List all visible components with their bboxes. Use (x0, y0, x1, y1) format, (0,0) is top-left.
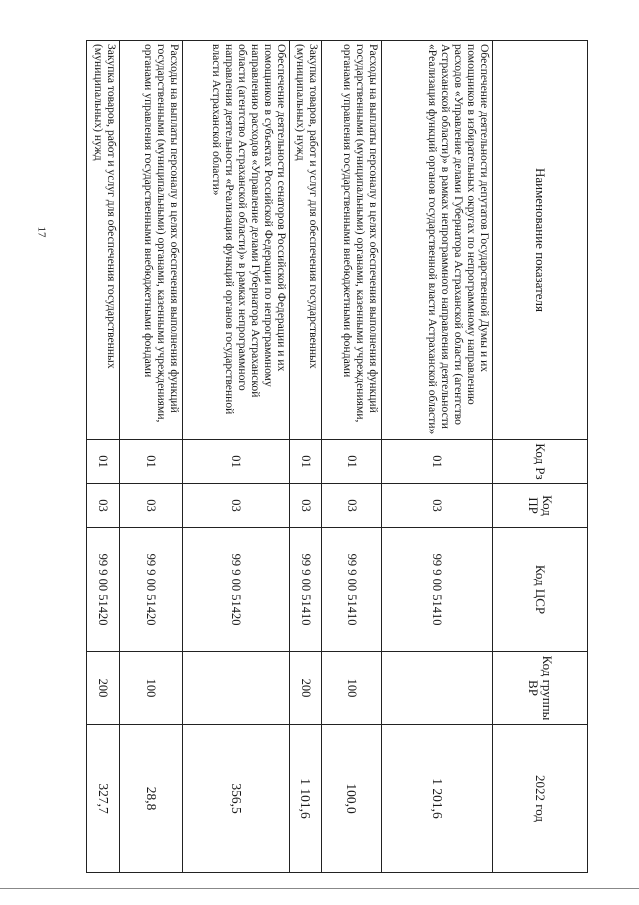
row-amount: 100,0 (322, 725, 382, 873)
row-pr: 03 (183, 484, 290, 528)
row-vr: 100 (120, 652, 183, 725)
row-name: Расходы на выплаты персоналу в целях обеспечения выполнения функций государственными (муниципальными) органами, казенными учреждениями, органами управления государственными внебюджетными фондами (120, 41, 183, 440)
row-vr (183, 652, 290, 725)
row-pr: 03 (322, 484, 382, 528)
header-csr: Код ЦСР (493, 528, 588, 652)
table-row (382, 41, 493, 873)
row-csr: 99 9 00 51410 (290, 528, 322, 652)
header-name: Наименование показателя (493, 41, 588, 440)
row-amount: 327,7 (87, 725, 120, 873)
row-vr: 200 (290, 652, 322, 725)
row-name: Закупка товаров, работ и услуг для обеспечения государственных (муниципальных) нужд (290, 41, 322, 440)
row-vr (382, 652, 493, 725)
row-amount: 356,5 (183, 725, 290, 873)
header-row (493, 41, 588, 873)
header-rz: Код Рз (493, 440, 588, 484)
row-name: Расходы на выплаты персоналу в целях обеспечения выполнения функций государственными (муниципальными) органами, казенными учреждениями, органами управления государственными внебюджетными фондами (322, 41, 382, 440)
row-vr: 200 (87, 652, 120, 725)
row-vr: 100 (322, 652, 382, 725)
row-rz: 01 (382, 440, 493, 484)
row-pr: 03 (290, 484, 322, 528)
table-row (322, 41, 382, 873)
page-number: 17 (35, 226, 48, 238)
row-csr: 99 9 00 51420 (87, 528, 120, 652)
header-pr: Код ПР (493, 484, 588, 528)
row-name: Обеспечение деятельности сенаторов Российской Федерации и их помощников в субъектах Российской Федерации по непрограммному направлению расходов «Управление делами Губернатора Астраханской области (агентство Астраханской области)» в рамках непрограммного направления деятельности «Реализация функций органов государственной власти Астраханской области» (183, 41, 290, 440)
row-name: Закупка товаров, работ и услуг для обеспечения государственных (муниципальных) нужд (87, 41, 120, 440)
rotated-table-wrapper (87, 40, 588, 872)
table-row (290, 41, 322, 873)
row-amount: 1 201,6 (382, 725, 493, 873)
table-row (120, 41, 183, 873)
row-rz: 01 (322, 440, 382, 484)
scan-bottom-edge (0, 888, 639, 889)
row-pr: 03 (382, 484, 493, 528)
row-amount: 28,8 (120, 725, 183, 873)
row-csr: 99 9 00 51420 (120, 528, 183, 652)
row-name: Обеспечение деятельности депутатов Государственной Думы и их помощников в избирательных округах по непрограммному направлению расходов «Управление делами Губернатора Астраханской области (агентство Астраханской области)» в рамках непрограммного направления деятельности «Реализация функций органов государственной власти Астраханской области» (382, 41, 493, 440)
header-vr: Код группы ВР (493, 652, 588, 725)
row-csr: 99 9 00 51420 (183, 528, 290, 652)
row-csr: 99 9 00 51410 (382, 528, 493, 652)
row-pr: 03 (87, 484, 120, 528)
table-row (87, 41, 120, 873)
row-pr: 03 (120, 484, 183, 528)
table-row (183, 41, 290, 873)
header-amount: 2022 год (493, 725, 588, 873)
budget-table (86, 40, 588, 873)
row-amount: 1 101,6 (290, 725, 322, 873)
row-csr: 99 9 00 51410 (322, 528, 382, 652)
row-rz: 01 (87, 440, 120, 484)
row-rz: 01 (290, 440, 322, 484)
row-rz: 01 (183, 440, 290, 484)
row-rz: 01 (120, 440, 183, 484)
